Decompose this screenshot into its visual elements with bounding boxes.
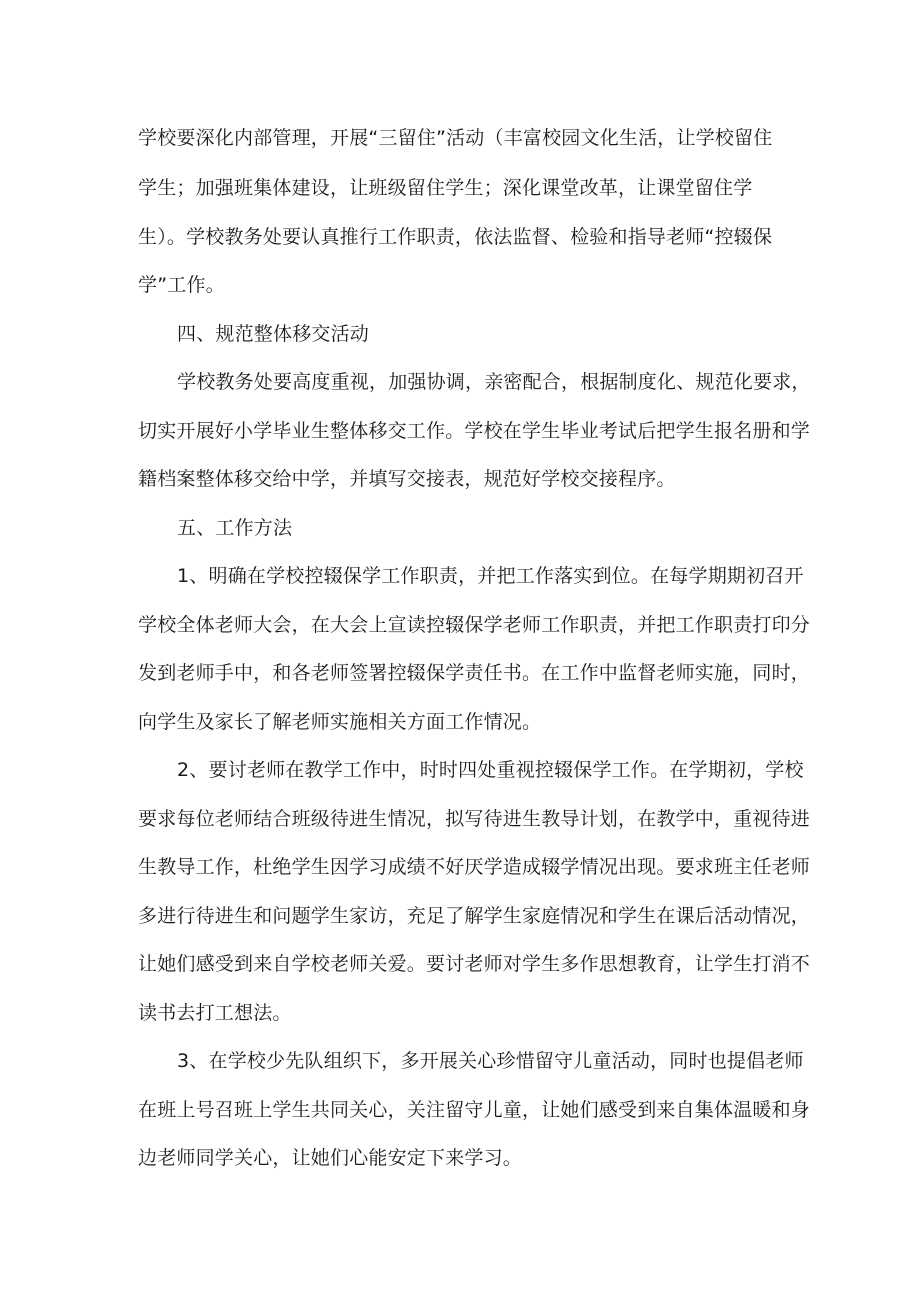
section-heading: 四、规范整体移交活动	[177, 323, 370, 345]
text-line: 2、要讨老师在教学工作中，时时四处重视控辍保学工作。在学期初，学校	[177, 759, 804, 781]
text-line: 让她们感受到来自学校老师关爱。要讨老师对学生多作思想教育，让学生打消不	[138, 953, 811, 975]
text-line: 在班上号召班上学生共同关心，关注留守儿童，让她们感受到来自集体温暖和身	[138, 1099, 811, 1121]
text-line: 籍档案整体移交给中学，并填写交接表，规范好学校交接程序。	[138, 468, 676, 490]
text-line: 边老师同学关心，让她们心能安定下来学习。	[138, 1147, 523, 1169]
text-line: 向学生及家长了解老师实施相关方面工作情况。	[138, 711, 542, 733]
text-line: 1、明确在学校控辍保学工作职责，并把工作落实到位。在每学期期初召开	[177, 565, 804, 587]
text-line: 要求每位老师结合班级待进生情况，拟写待进生教导计划，在教学中，重视待进	[138, 808, 811, 830]
text-line: 3、在学校少先队组织下，多开展关心珍惜留守儿童活动，同时也提倡老师	[177, 1050, 804, 1072]
text-line: 学生；加强班集体建设，让班级留住学生；深化课堂改革，让课堂留住学	[138, 177, 753, 199]
section-heading: 五、工作方法	[177, 517, 293, 539]
text-line: 学”工作。	[138, 274, 225, 296]
text-line: 发到老师手中，和各老师签署控辍保学责任书。在工作中监督老师实施，同时，	[138, 662, 811, 684]
text-line: 学校教务处要高度重视，加强协调，亲密配合，根据制度化、规范化要求，	[177, 371, 811, 393]
text-line: 学校全体老师大会，在大会上宣读控辍保学老师工作职责，并把工作职责打印分	[138, 614, 811, 636]
text-line: 学校要深化内部管理，开展“三留住”活动（丰富校园文化生活，让学校留住	[138, 127, 773, 149]
text-line: 生教导工作，杜绝学生因学习成绩不好厌学造成辍学情况出现。要求班主任老师	[138, 856, 811, 878]
text-line: 多进行待进生和问题学生家访，充足了解学生家庭情况和学生在课后活动情况，	[138, 905, 811, 927]
text-line: 切实开展好小学毕业生整体移交工作。学校在学生毕业考试后把学生报名册和学	[138, 420, 811, 442]
text-line: 读书去打工想法。	[138, 1002, 292, 1024]
text-line: 生）。学校教务处要认真推行工作职责，依法监督、检验和指导老师“控辍保	[138, 226, 773, 248]
